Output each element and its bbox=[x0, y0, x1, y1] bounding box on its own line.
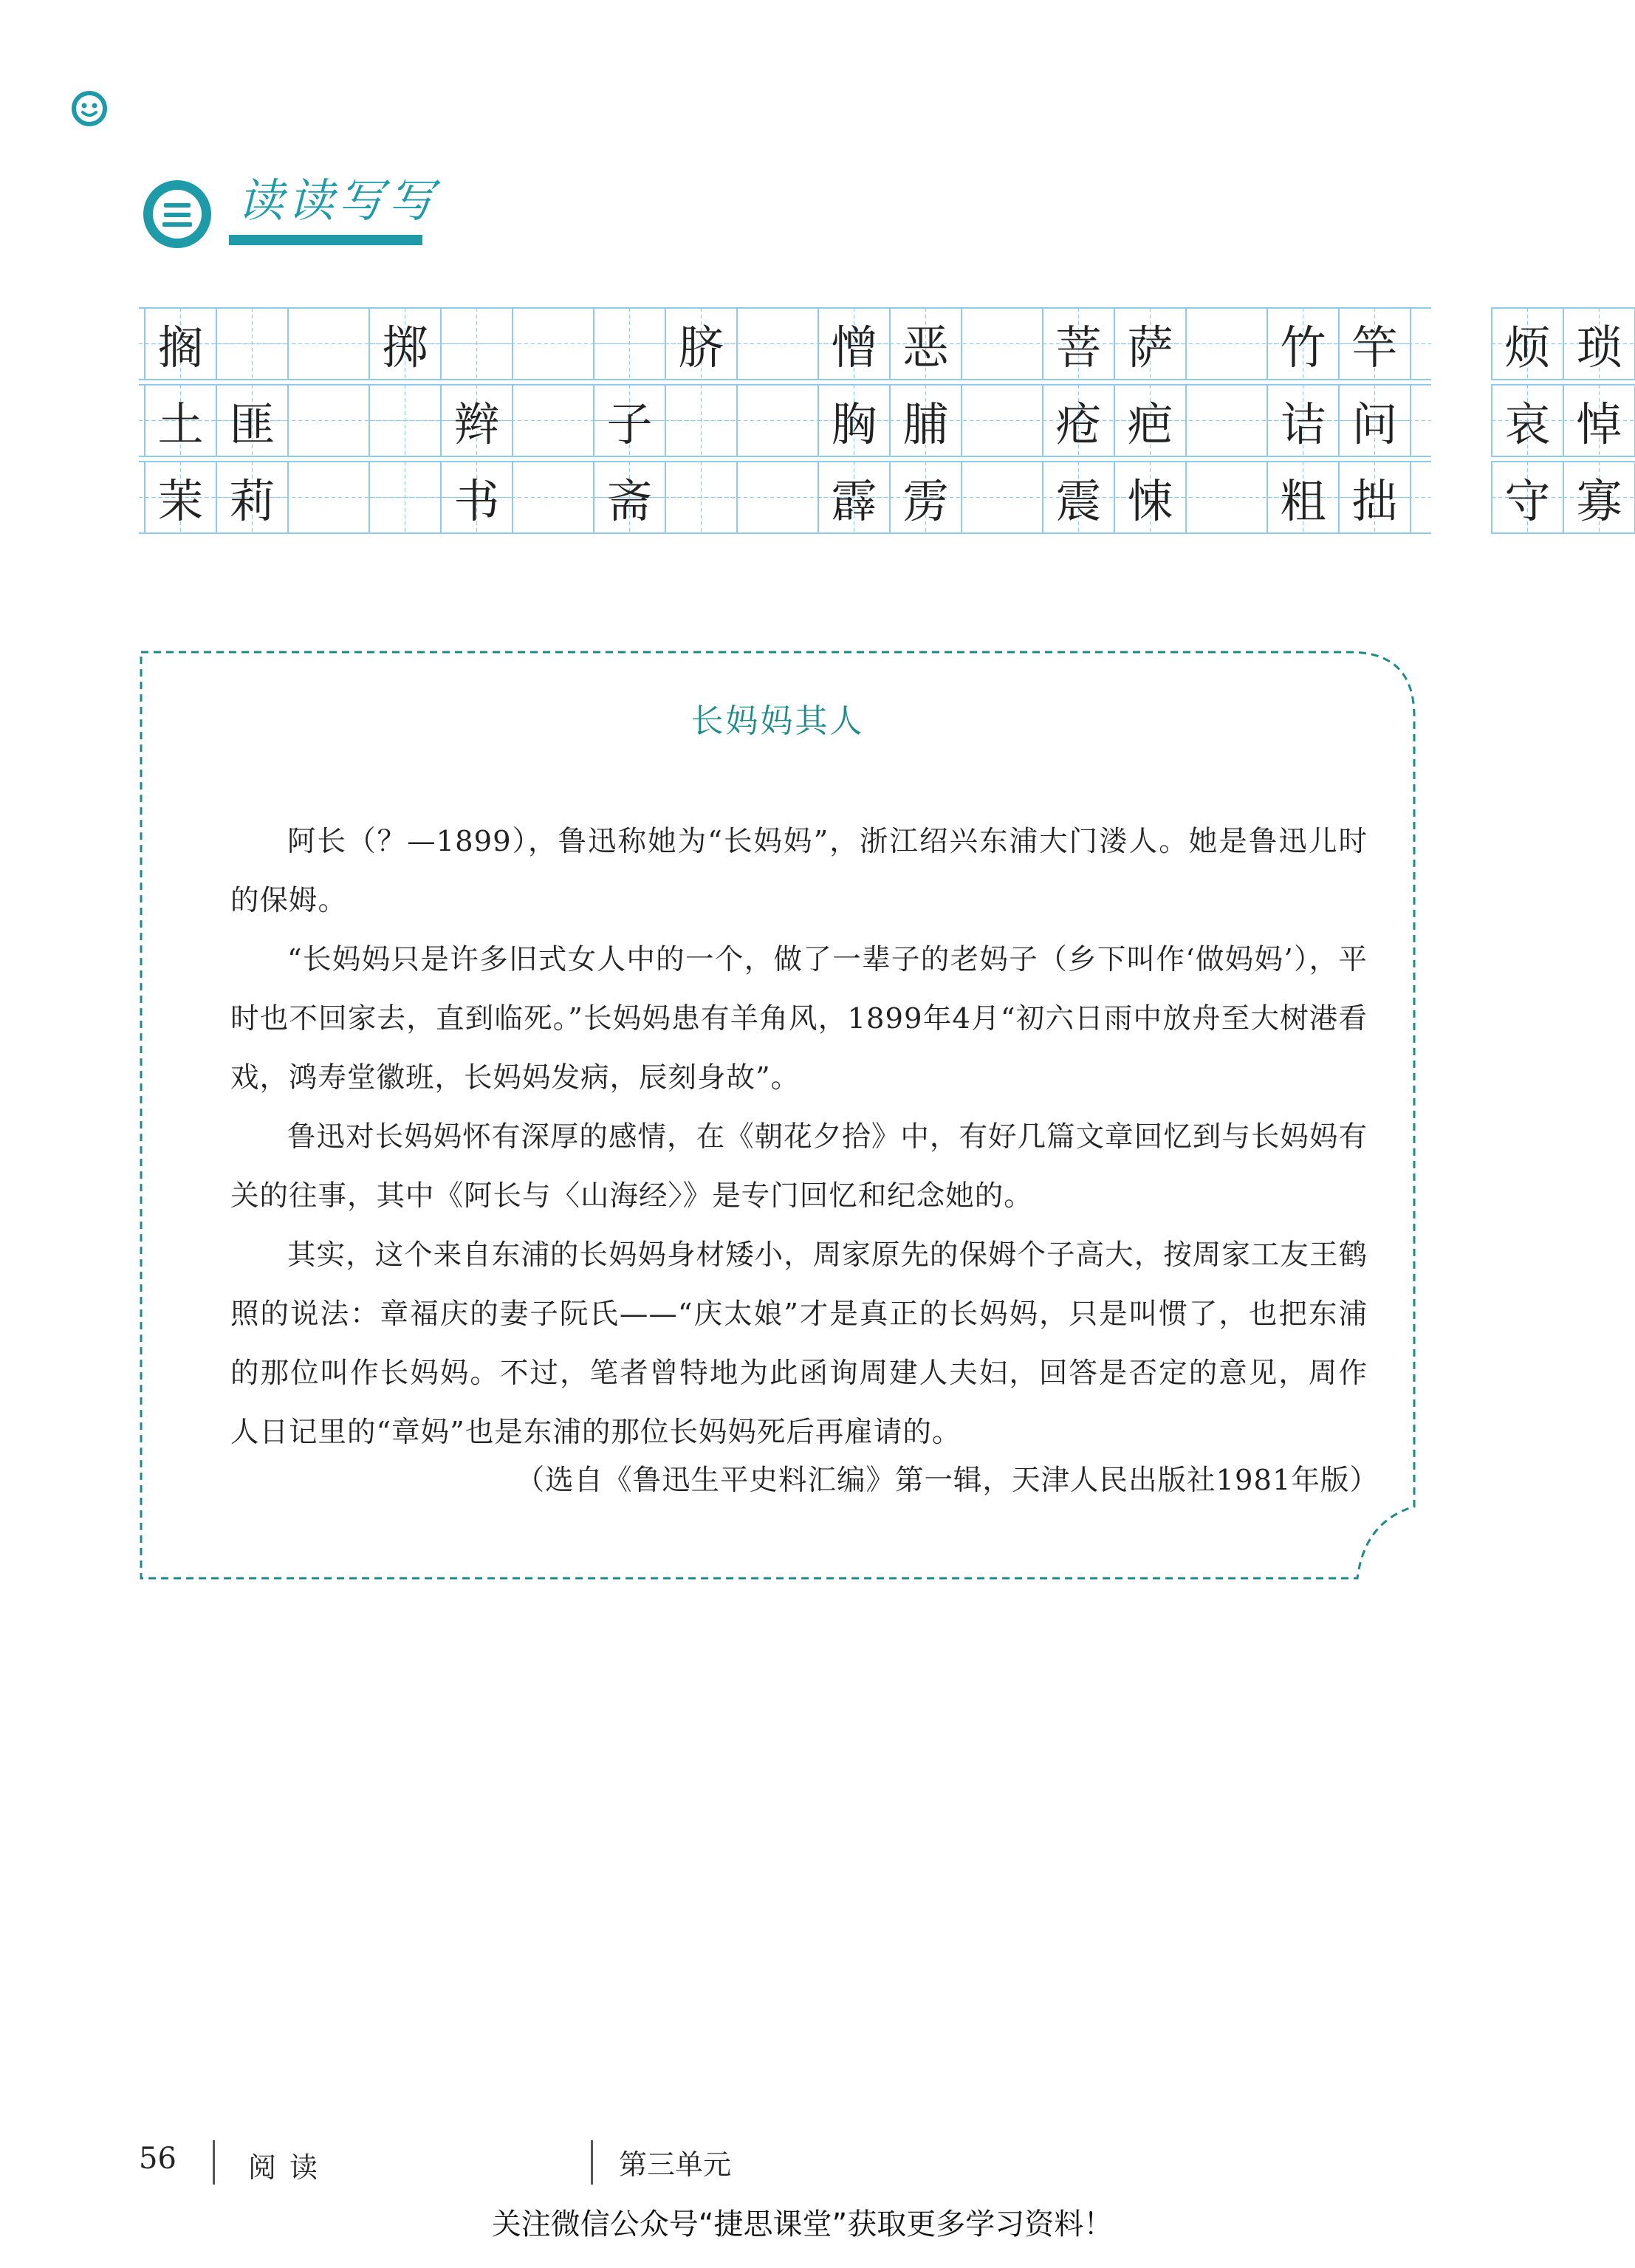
smiley-icon bbox=[71, 90, 108, 127]
section-title-underline bbox=[229, 235, 422, 245]
grid-character: 守 bbox=[1504, 474, 1551, 528]
reading-source: （选自《鲁迅生平史料汇编》第一辑，天津人民出版社1981年版） bbox=[515, 1464, 1379, 1497]
footer-unit-label: 第三单元 bbox=[619, 2148, 732, 2181]
grid-character: 子 bbox=[606, 397, 653, 451]
grid-character bbox=[369, 462, 441, 533]
grid-character: 茉 bbox=[157, 474, 204, 528]
footer-divider bbox=[591, 2140, 593, 2185]
footer-section-label: 阅读 bbox=[248, 2151, 332, 2184]
grid-character: 拙 bbox=[1351, 474, 1398, 528]
grid-character: 霹 bbox=[831, 474, 877, 528]
reading-paragraph: 阿长（？—1899），鲁迅称她为“长妈妈”，浙江绍兴东浦大门溇人。她是鲁迅儿时的保姆。 bbox=[230, 825, 1368, 917]
section-title: 读读写写 bbox=[238, 174, 439, 227]
grid-character: 胸 bbox=[831, 397, 877, 451]
grid-character: 掷 bbox=[382, 321, 428, 374]
grid-character bbox=[665, 462, 737, 533]
grid-character: 憎 bbox=[831, 321, 877, 374]
grid-character: 书 bbox=[453, 474, 500, 528]
grid-character: 菩 bbox=[1055, 321, 1102, 374]
grid-character: 脯 bbox=[902, 397, 949, 451]
grid-character: 疮 bbox=[1055, 397, 1102, 451]
reading-title: 长妈妈其人 bbox=[690, 702, 865, 740]
grid-character: 震 bbox=[1055, 474, 1102, 528]
grid-character: 雳 bbox=[902, 474, 949, 528]
character-practice-grid bbox=[139, 305, 1622, 536]
footer-promo-text: 关注微信公众号“捷思课堂”获取更多学习资料！ bbox=[491, 2207, 1114, 2241]
grid-character: 匪 bbox=[229, 397, 275, 451]
grid-character bbox=[441, 308, 513, 380]
grid-character: 萨 bbox=[1127, 321, 1173, 374]
grid-character: 竹 bbox=[1280, 321, 1326, 374]
grid-character: 粗 bbox=[1280, 474, 1326, 528]
grid-character: 寡 bbox=[1576, 474, 1622, 528]
reading-paragraph: 其实，这个来自东浦的长妈妈身材矮小，周家原先的保姆个子高大，按周家工友王鹤照的说法：章福庆的妻子阮氏——“庆太娘”才是真正的长妈妈，只是叫惯了，也把东浦的那位叫作长妈妈。不过，笔者曾特地为此函询周建人夫妇，回答是否定的意见，周作人日记里的“章妈”也是东浦的那位长妈妈死后再雇请的。 bbox=[230, 1239, 1368, 1449]
grid-character: 斋 bbox=[606, 474, 653, 528]
grid-character: 辫 bbox=[453, 397, 500, 451]
grid-character: 悼 bbox=[1576, 397, 1622, 451]
grid-character: 搁 bbox=[157, 321, 204, 374]
grid-character bbox=[369, 385, 441, 456]
grid-character: 脐 bbox=[678, 321, 724, 374]
grid-character: 烦 bbox=[1504, 321, 1551, 374]
grid-character: 问 bbox=[1351, 397, 1398, 451]
grid-character bbox=[665, 385, 737, 456]
grid-character: 竿 bbox=[1351, 321, 1398, 374]
grid-character bbox=[216, 308, 288, 380]
grid-character: 疤 bbox=[1127, 397, 1173, 451]
grid-character: 琐 bbox=[1576, 321, 1622, 374]
grid-character bbox=[594, 308, 665, 380]
grid-lines bbox=[139, 305, 1431, 536]
grid-character: 恶 bbox=[902, 321, 949, 374]
grid-character: 悚 bbox=[1127, 474, 1173, 528]
page-number: 56 bbox=[139, 2142, 176, 2176]
footer-divider bbox=[213, 2140, 215, 2185]
grid-character: 莉 bbox=[229, 474, 275, 528]
grid-character: 哀 bbox=[1504, 397, 1551, 451]
reading-paragraph: 鲁迅对长妈妈怀有深厚的感情，在《朝花夕拾》中，有好几篇文章回忆到与长妈妈有关的往事，其中《阿长与〈山海经〉》是专门回忆和纪念她的。 bbox=[230, 1120, 1368, 1213]
grid-character: 诘 bbox=[1280, 397, 1326, 451]
grid-character: 土 bbox=[157, 397, 204, 451]
three-lines-icon bbox=[140, 177, 214, 251]
reading-paragraph: “长妈妈只是许多旧式女人中的一个，做了一辈子的老妈子（乡下叫作‘做妈妈’），平时也不回家去，直到临死。”长妈妈患有羊角风，1899年4月“初六日雨中放舟至大树港看戏，鸿寿堂徽班，长妈妈发病，辰刻身故”。 bbox=[230, 943, 1368, 1094]
